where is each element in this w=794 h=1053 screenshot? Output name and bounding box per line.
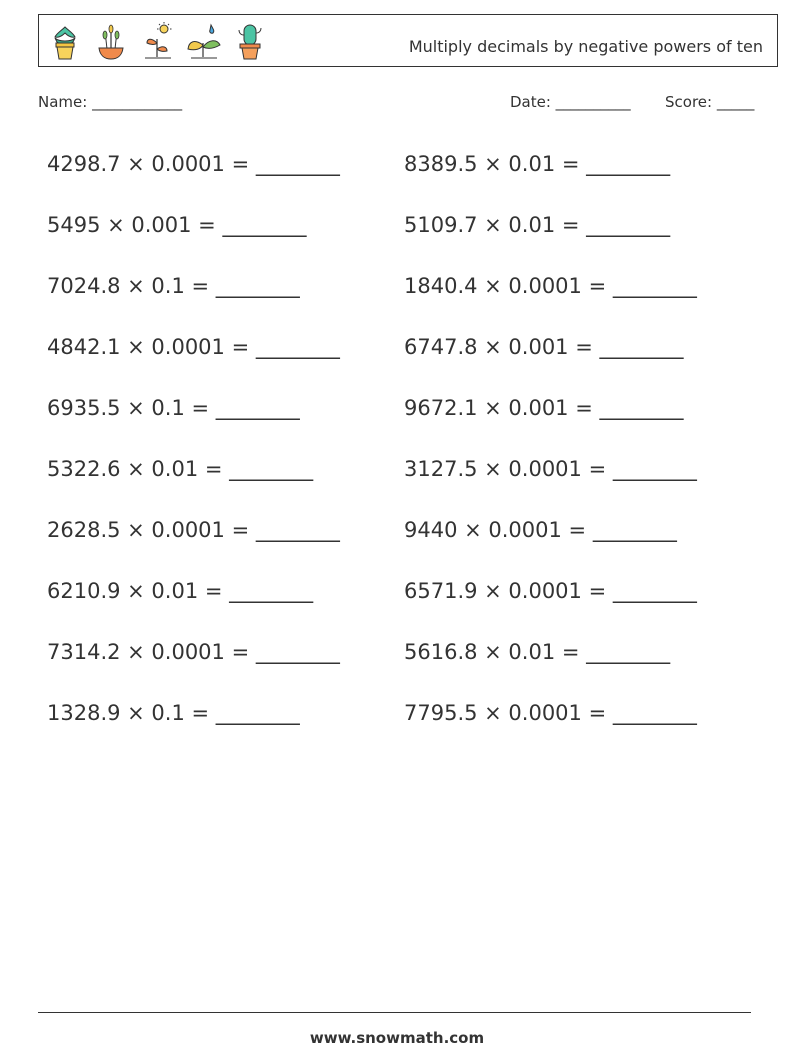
problem-item: 6571.9 × 0.0001 = ________ — [404, 579, 697, 603]
problem-item: 7314.2 × 0.0001 = ________ — [47, 640, 340, 664]
worksheet-title: Multiply decimals by negative powers of ten — [408, 37, 763, 56]
sun-sprout-icon — [141, 21, 175, 61]
problem-item: 9672.1 × 0.001 = ________ — [404, 396, 684, 420]
cactus-pot-icon — [235, 21, 265, 61]
potted-succulent-icon — [51, 21, 79, 61]
problem-item: 6747.8 × 0.001 = ________ — [404, 335, 684, 359]
wheat-pot-icon — [95, 21, 127, 61]
score-field[interactable]: Score: _____ — [665, 93, 755, 111]
problem-item: 6210.9 × 0.01 = ________ — [47, 579, 314, 603]
problem-item: 8389.5 × 0.01 = ________ — [404, 152, 671, 176]
problem-item: 5495 × 0.001 = ________ — [47, 213, 307, 237]
problem-item: 3127.5 × 0.0001 = ________ — [404, 457, 697, 481]
problem-item: 5322.6 × 0.01 = ________ — [47, 457, 314, 481]
problem-item: 1328.9 × 0.1 = ________ — [47, 701, 300, 725]
problem-item: 9440 × 0.0001 = ________ — [404, 518, 677, 542]
problem-item: 1840.4 × 0.0001 = ________ — [404, 274, 697, 298]
problem-item: 7795.5 × 0.0001 = ________ — [404, 701, 697, 725]
problem-item: 4298.7 × 0.0001 = ________ — [47, 152, 340, 176]
worksheet-header — [38, 14, 778, 67]
problem-item: 7024.8 × 0.1 = ________ — [47, 274, 300, 298]
date-field[interactable]: Date: __________ — [510, 93, 631, 111]
name-field[interactable]: Name: ____________ — [38, 93, 183, 111]
problem-item: 6935.5 × 0.1 = ________ — [47, 396, 300, 420]
watered-sprout-icon — [185, 21, 223, 61]
problem-item: 5109.7 × 0.01 = ________ — [404, 213, 671, 237]
problem-item: 4842.1 × 0.0001 = ________ — [47, 335, 340, 359]
problem-item: 2628.5 × 0.0001 = ________ — [47, 518, 340, 542]
problem-item: 5616.8 × 0.01 = ________ — [404, 640, 671, 664]
footer-divider — [38, 1012, 751, 1013]
footer-url[interactable]: www.snowmath.com — [309, 1029, 485, 1047]
